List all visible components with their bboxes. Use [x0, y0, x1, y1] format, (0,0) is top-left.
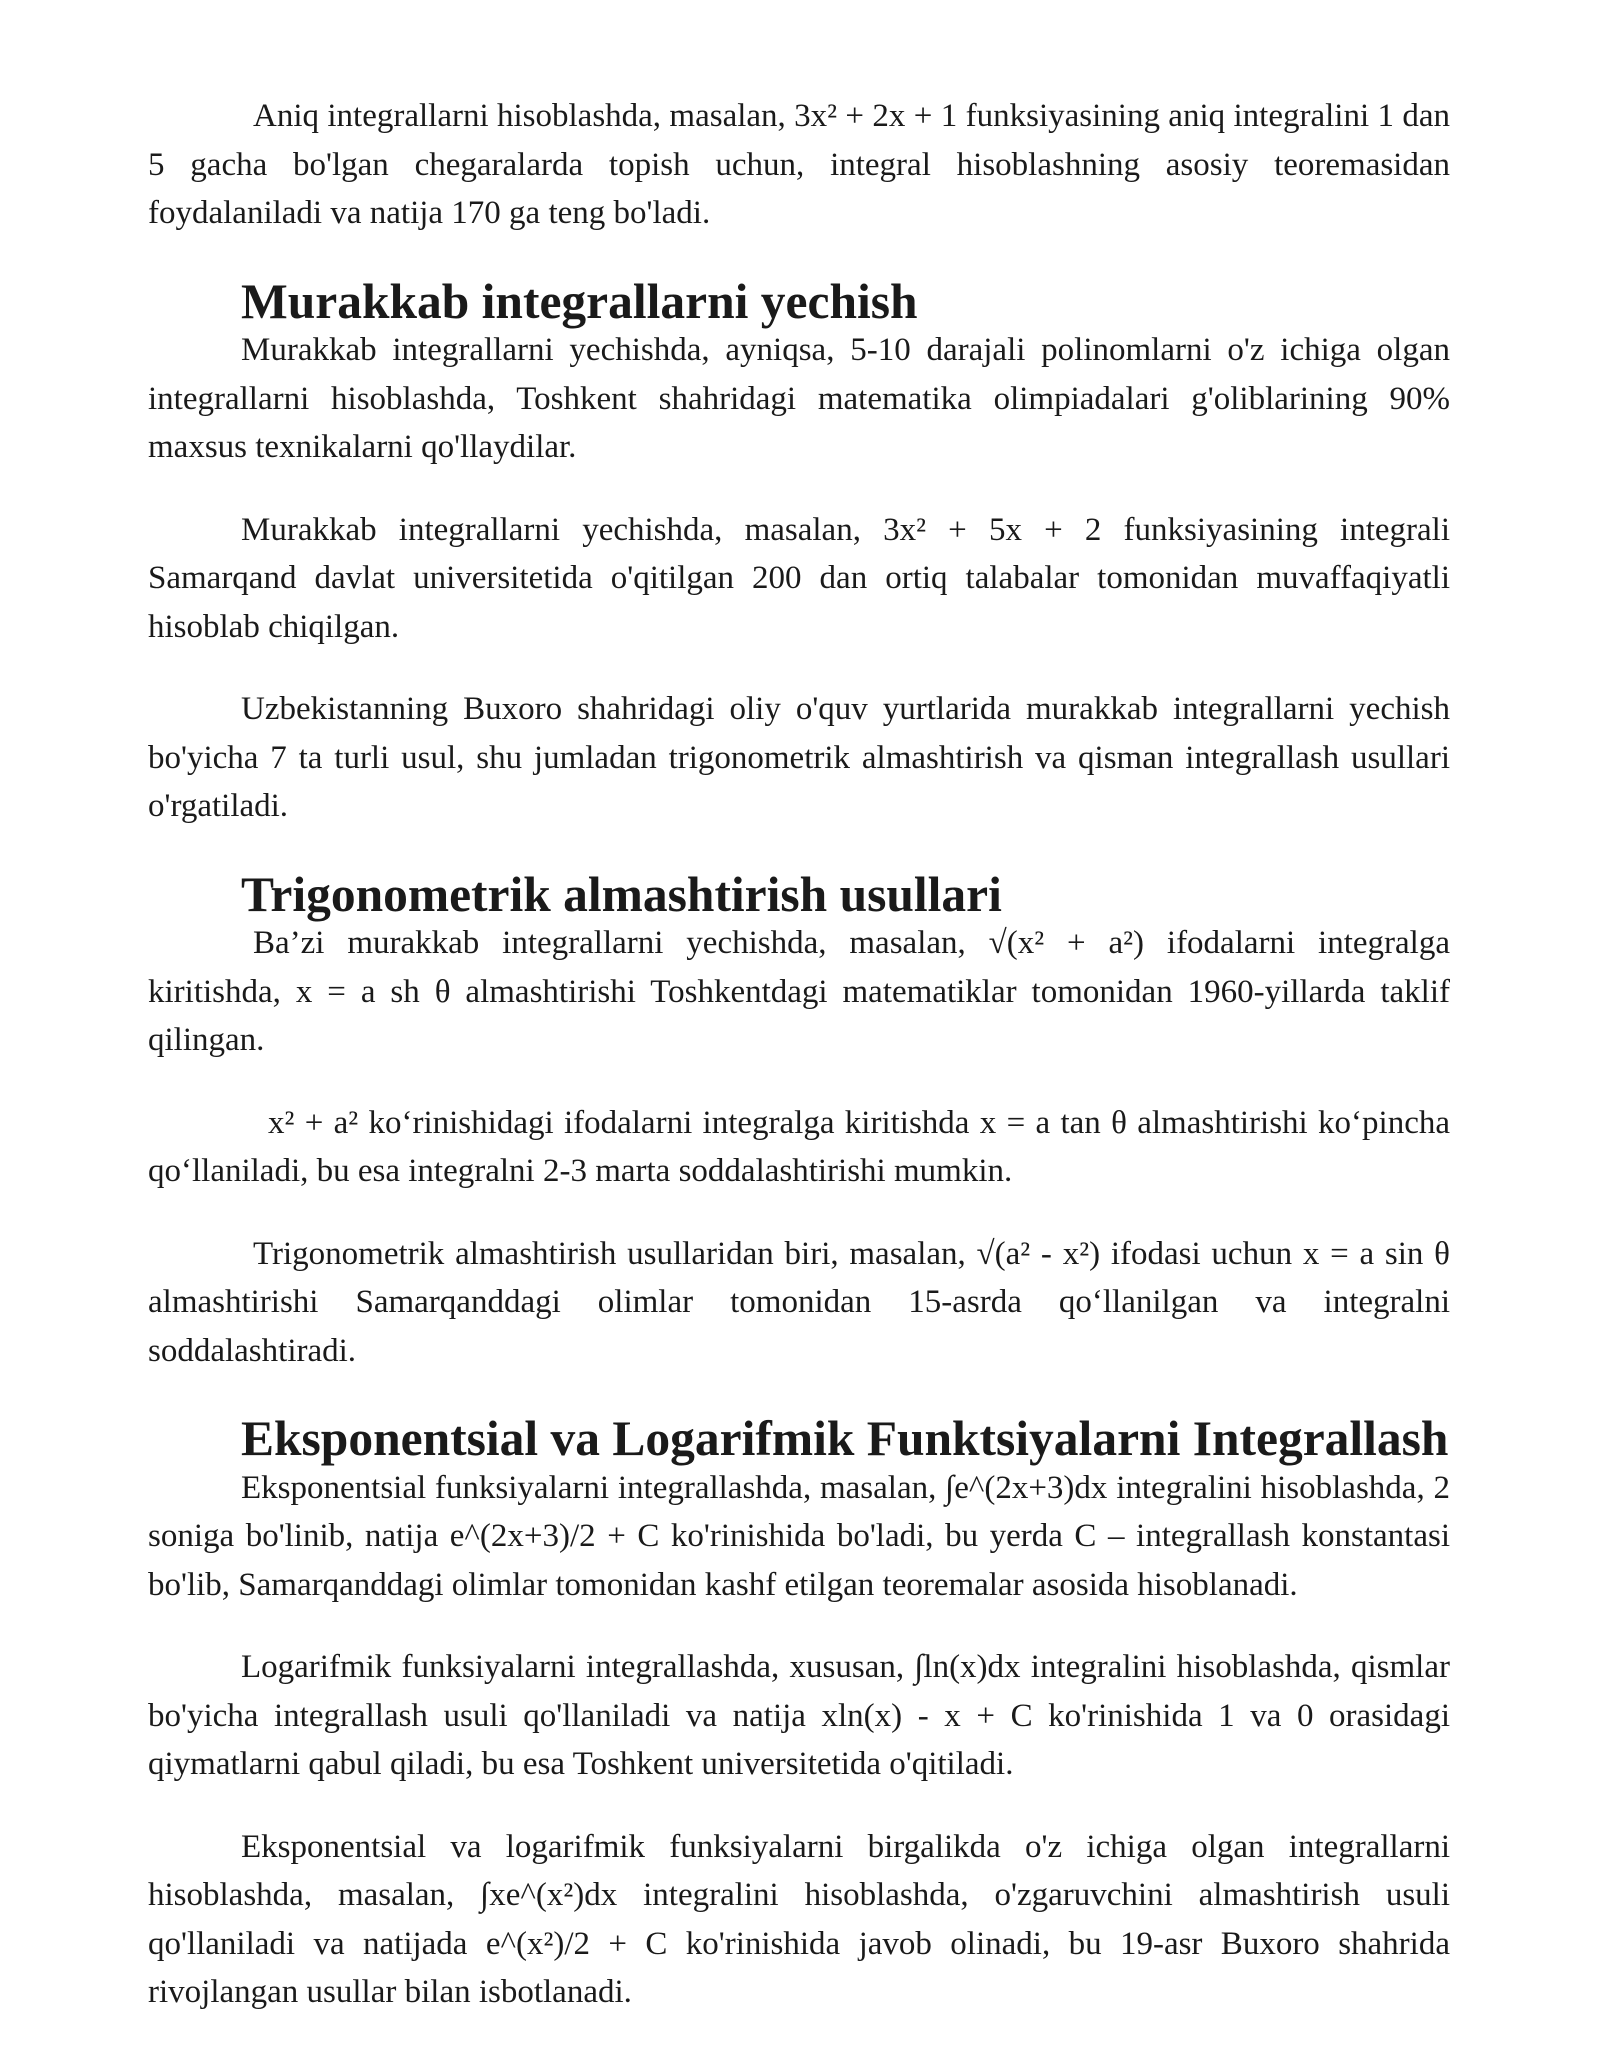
heading-eksponentsial-logarifmik: Eksponentsial va Logarifmik Funktsiyalarni Integrallash — [241, 1411, 1449, 1466]
paragraph-tan-almashtirish: x² + a² ko‘rinishidagi ifodalarni integralga kiritishda x = a tan θ almashtirishi ko‘pincha qo‘llaniladi, bu esa integralni 2-3 marta soddalashtirishi mumkin. — [148, 1104, 1450, 1189]
paragraph-olimpiada: Murakkab integrallarni yechishda, ayniqsa, 5-10 darajali polinomlarni o'z ichiga olgan integrallarni hisoblashda, Toshkent shahridagi matematika olimpiadalari g'oliblarining 90% maxsus texnikalarni qo'llaydilar. — [148, 332, 1450, 465]
paragraph-samarqand-talabalar: Murakkab integrallarni yechishda, masalan, 3x² + 5x + 2 funksiyasining integrali Samarqand davlat universitetida o'qitilgan 200 dan ortiq talabalar tomonidan muvaffaqiyatli hisoblab chiqilgan. — [148, 511, 1450, 645]
paragraph-eksponentsial: Eksponentsial funksiyalarni integrallashda, masalan, ∫e^(2x+3)dx integralini hisoblashda, 2 soniga bo'linib, natija e^(2x+3)/2 + C ko'rinishida bo'ladi, bu yerda C – integrallash konstantasi bo'lib, Samarqanddagi olimlar tomonidan kashf etilgan teoremalar asosida hisoblanadi. — [148, 1469, 1450, 1603]
paragraph-birgalikda: Eksponentsial va logarifmik funksiyalarni birgalikda o'z ichiga olgan integrallarni hisoblashda, masalan, ∫xe^(x²)dx integralini hisoblashda, o'zgaruvchini almashtirish usuli qo'llaniladi va natijada e^(x²)/2 + C ko'rinishida javob olinadi, bu 19-asr Buxoro shahrida rivojlangan usullar bilan isbotlanadi. — [148, 1828, 1450, 2010]
paragraph-sin-almashtirish: Trigonometrik almashtirish usullaridan biri, masalan, √(a² - x²) ifodasi uchun x = a sin θ almashtirishi Samarqanddagi olimlar tomonidan 15-asrda qo‘llanilgan va integralni soddalashtiradi. — [148, 1235, 1450, 1369]
paragraph-aniq-integrallar: Aniq integrallarni hisoblashda, masalan, 3x² + 2x + 1 funksiyasining aniq integralini 1 dan 5 gacha bo'lgan chegaralarda topish uchun, integral hisoblashning asosiy teoremasidan foydalaniladi va natija 170 ga teng bo'ladi. — [148, 98, 1450, 231]
paragraph-sh-almashtirish: Ba’zi murakkab integrallarni yechishda, masalan, √(x² + a²) ifodalarni integralga kiritishda, x = a sh θ almashtirishi Toshkentdagi matematiklar tomonidan 1960-yillarda taklif qilingan. — [148, 925, 1450, 1058]
heading-murakkab-integrallar: Murakkab integrallarni yechish — [241, 273, 918, 329]
heading-trigonometrik-almashtirish: Trigonometrik almashtirish usullari — [241, 866, 1002, 922]
paragraph-buxoro-usullar: Uzbekistanning Buxoro shahridagi oliy o'quv yurtlarida murakkab integrallarni yechish bo'yicha 7 ta turli usul, shu jumladan trigonometrik almashtirish va qisman integrallash usullari o'rgatiladi. — [148, 691, 1450, 824]
paragraph-logarifmik: Logarifmik funksiyalarni integrallashda, xususan, ∫ln(x)dx integralini hisoblashda, qismlar bo'yicha integrallash usuli qo'llaniladi va natija xln(x) - x + C ko'rinishida 1 va 0 orasidagi qiymatlarni qabul qiladi, bu esa Toshkent universitetida o'qitiladi. — [148, 1649, 1450, 1782]
